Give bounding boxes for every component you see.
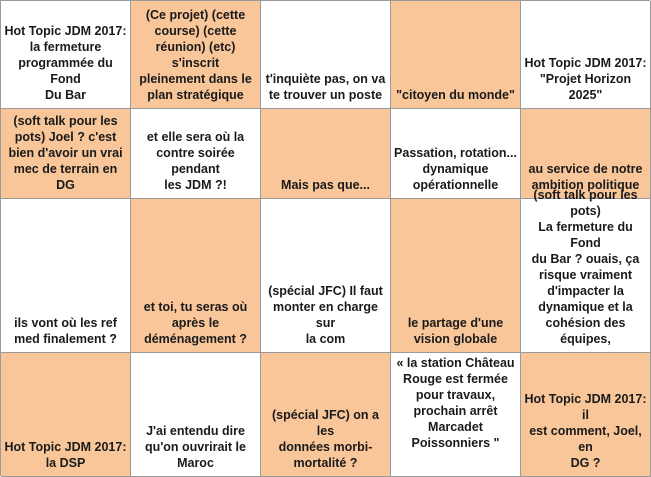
grid-cell-r4c4: [391, 353, 521, 477]
grid-cell-r2c3: [261, 109, 391, 199]
grid-cell-r4c5: [521, 353, 651, 477]
grid-cell-r2c1: [1, 109, 131, 199]
cell-text: (spécial JFC) Il faut monter en charge sur la com: [268, 284, 383, 346]
cell-text: et elle sera où la contre soirée pendant les JDM ?!: [146, 130, 245, 192]
grid-cell-r2c4: [391, 109, 521, 199]
grid-cell-r3c5: [521, 188, 651, 353]
grid-cell-r4c1: [1, 353, 131, 477]
cell-text: (soft talk pour les pots) La fermeture du Fond du Bar ? ouais, ça risque vraiment d'impacter la dynamique et la cohésion des équipes,: [531, 188, 640, 346]
grid-cell-r1c2: [131, 1, 261, 109]
cell-text: (soft talk pour les pots) Joel ? c'est bien d'avoir un vrai mec de terrain en DG: [8, 114, 123, 192]
cell-text: et toi, tu seras où après le déménagement ?: [143, 300, 248, 346]
cell-text: "citoyen du monde": [396, 88, 515, 102]
grid-cell-r1c1: [1, 1, 131, 109]
cell-text: (spécial JFC) on a les données morbi- mortalité ?: [272, 408, 379, 470]
grid-cell-r2c2: [131, 109, 261, 199]
cell-text: Hot Topic JDM 2017: il est comment, Joel, en DG ?: [524, 392, 647, 470]
cell-text: Passation, rotation... dynamique opérationnelle: [394, 146, 517, 192]
cell-text: Mais pas que...: [281, 178, 370, 192]
grid-cell-r3c3: [261, 199, 391, 353]
grid-cell-r1c3: [261, 1, 391, 109]
grid-cell-r2c5: [521, 109, 651, 199]
cell-text: au service de notre ambition politique: [528, 162, 643, 192]
cell-text: (Ce projet) (cette course) (cette réunion) (etc) s'inscrit pleinement dans le plan stratégique: [139, 8, 252, 102]
grid-cell-r1c5: [521, 1, 651, 109]
grid-cell-r4c3: [261, 353, 391, 477]
cell-text: Hot Topic JDM 2017: la fermeture programmée du Fond Du Bar: [4, 24, 127, 102]
cell-text: « la station Château Rouge est fermée pour travaux, prochain arrêt Marcadet Poissonniers ": [396, 356, 515, 450]
grid-cell-r3c2: [131, 199, 261, 353]
grid-cell-r1c4: [391, 1, 521, 109]
grid-cell-r3c4: [391, 199, 521, 353]
cell-text: t'inquiète pas, on va te trouver un poste: [265, 72, 386, 102]
cell-text: Hot Topic JDM 2017: la DSP: [4, 440, 127, 470]
grid-cell-r3c1: [1, 199, 131, 353]
cell-text: J'ai entendu dire qu'on ouvrirait le Maroc: [145, 424, 246, 470]
cell-text: ils vont où les ref med finalement ?: [14, 316, 117, 346]
cell-text: le partage d'une vision globale: [407, 316, 504, 346]
grid-cell-r4c2: [131, 353, 261, 477]
cell-text: Hot Topic JDM 2017: "Projet Horizon 2025": [524, 56, 647, 102]
